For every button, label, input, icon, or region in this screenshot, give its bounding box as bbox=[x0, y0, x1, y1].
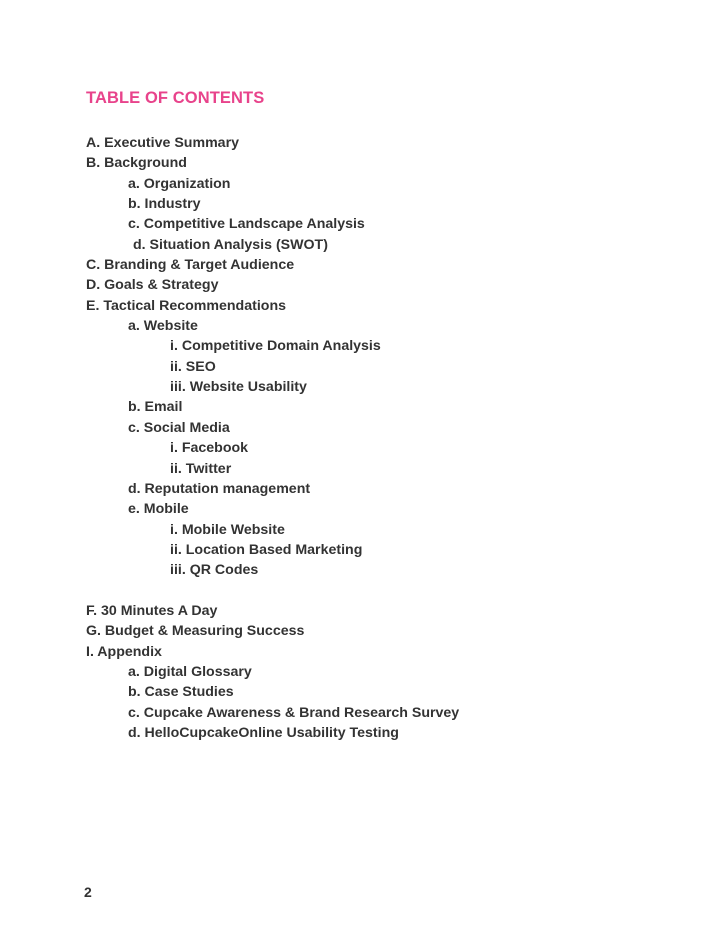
toc-entry-twitter: ii. Twitter bbox=[170, 460, 232, 477]
toc-entry-mobile: e. Mobile bbox=[128, 501, 189, 518]
toc-entry-background: B. Background bbox=[86, 155, 187, 172]
toc-entry-goals: D. Goals & Strategy bbox=[86, 277, 219, 294]
toc-entry-survey: c. Cupcake Awareness & Brand Research Survey bbox=[128, 704, 460, 721]
toc-entry-social-media: c. Social Media bbox=[128, 419, 230, 436]
toc-entry-tactical: E. Tactical Recommendations bbox=[86, 297, 286, 314]
toc-entry-website-usability: iii. Website Usability bbox=[170, 379, 307, 396]
page-number: 2 bbox=[84, 884, 92, 900]
toc-entry-30-minutes: F. 30 Minutes A Day bbox=[86, 602, 218, 619]
toc-entry-industry: b. Industry bbox=[128, 196, 201, 213]
toc-entry-seo: ii. SEO bbox=[170, 358, 216, 375]
toc-entry-domain-analysis: i. Competitive Domain Analysis bbox=[170, 338, 381, 355]
toc-entry-case-studies: b. Case Studies bbox=[128, 684, 234, 701]
toc-entry-location-marketing: ii. Location Based Marketing bbox=[170, 541, 363, 558]
toc-heading: TABLE OF CONTENTS bbox=[86, 89, 265, 107]
toc-entry-usability-testing: d. HelloCupcakeOnline Usability Testing bbox=[128, 724, 399, 741]
toc-entry-branding: C. Branding & Target Audience bbox=[86, 257, 295, 274]
toc-entry-organization: a. Organization bbox=[128, 175, 231, 192]
toc-entry-appendix: I. Appendix bbox=[86, 643, 162, 660]
toc-entry-qr-codes: iii. QR Codes bbox=[170, 562, 259, 579]
toc-entry-facebook: i. Facebook bbox=[170, 440, 249, 457]
toc-entry-reputation: d. Reputation management bbox=[128, 480, 311, 497]
toc-entry-executive-summary: A. Executive Summary bbox=[86, 135, 239, 151]
toc-entry-website: a. Website bbox=[128, 318, 198, 335]
toc-list bbox=[86, 133, 459, 743]
toc-entry-swot: d. Situation Analysis (SWOT) bbox=[133, 236, 328, 253]
toc-entry-competitive-landscape: c. Competitive Landscape Analysis bbox=[128, 216, 365, 233]
toc-entry-mobile-website: i. Mobile Website bbox=[170, 521, 285, 538]
toc-spacer bbox=[86, 581, 459, 601]
toc-entry-email: b. Email bbox=[128, 399, 183, 416]
toc-entry-budget: G. Budget & Measuring Success bbox=[86, 623, 305, 640]
toc-entry-glossary: a. Digital Glossary bbox=[128, 663, 252, 680]
